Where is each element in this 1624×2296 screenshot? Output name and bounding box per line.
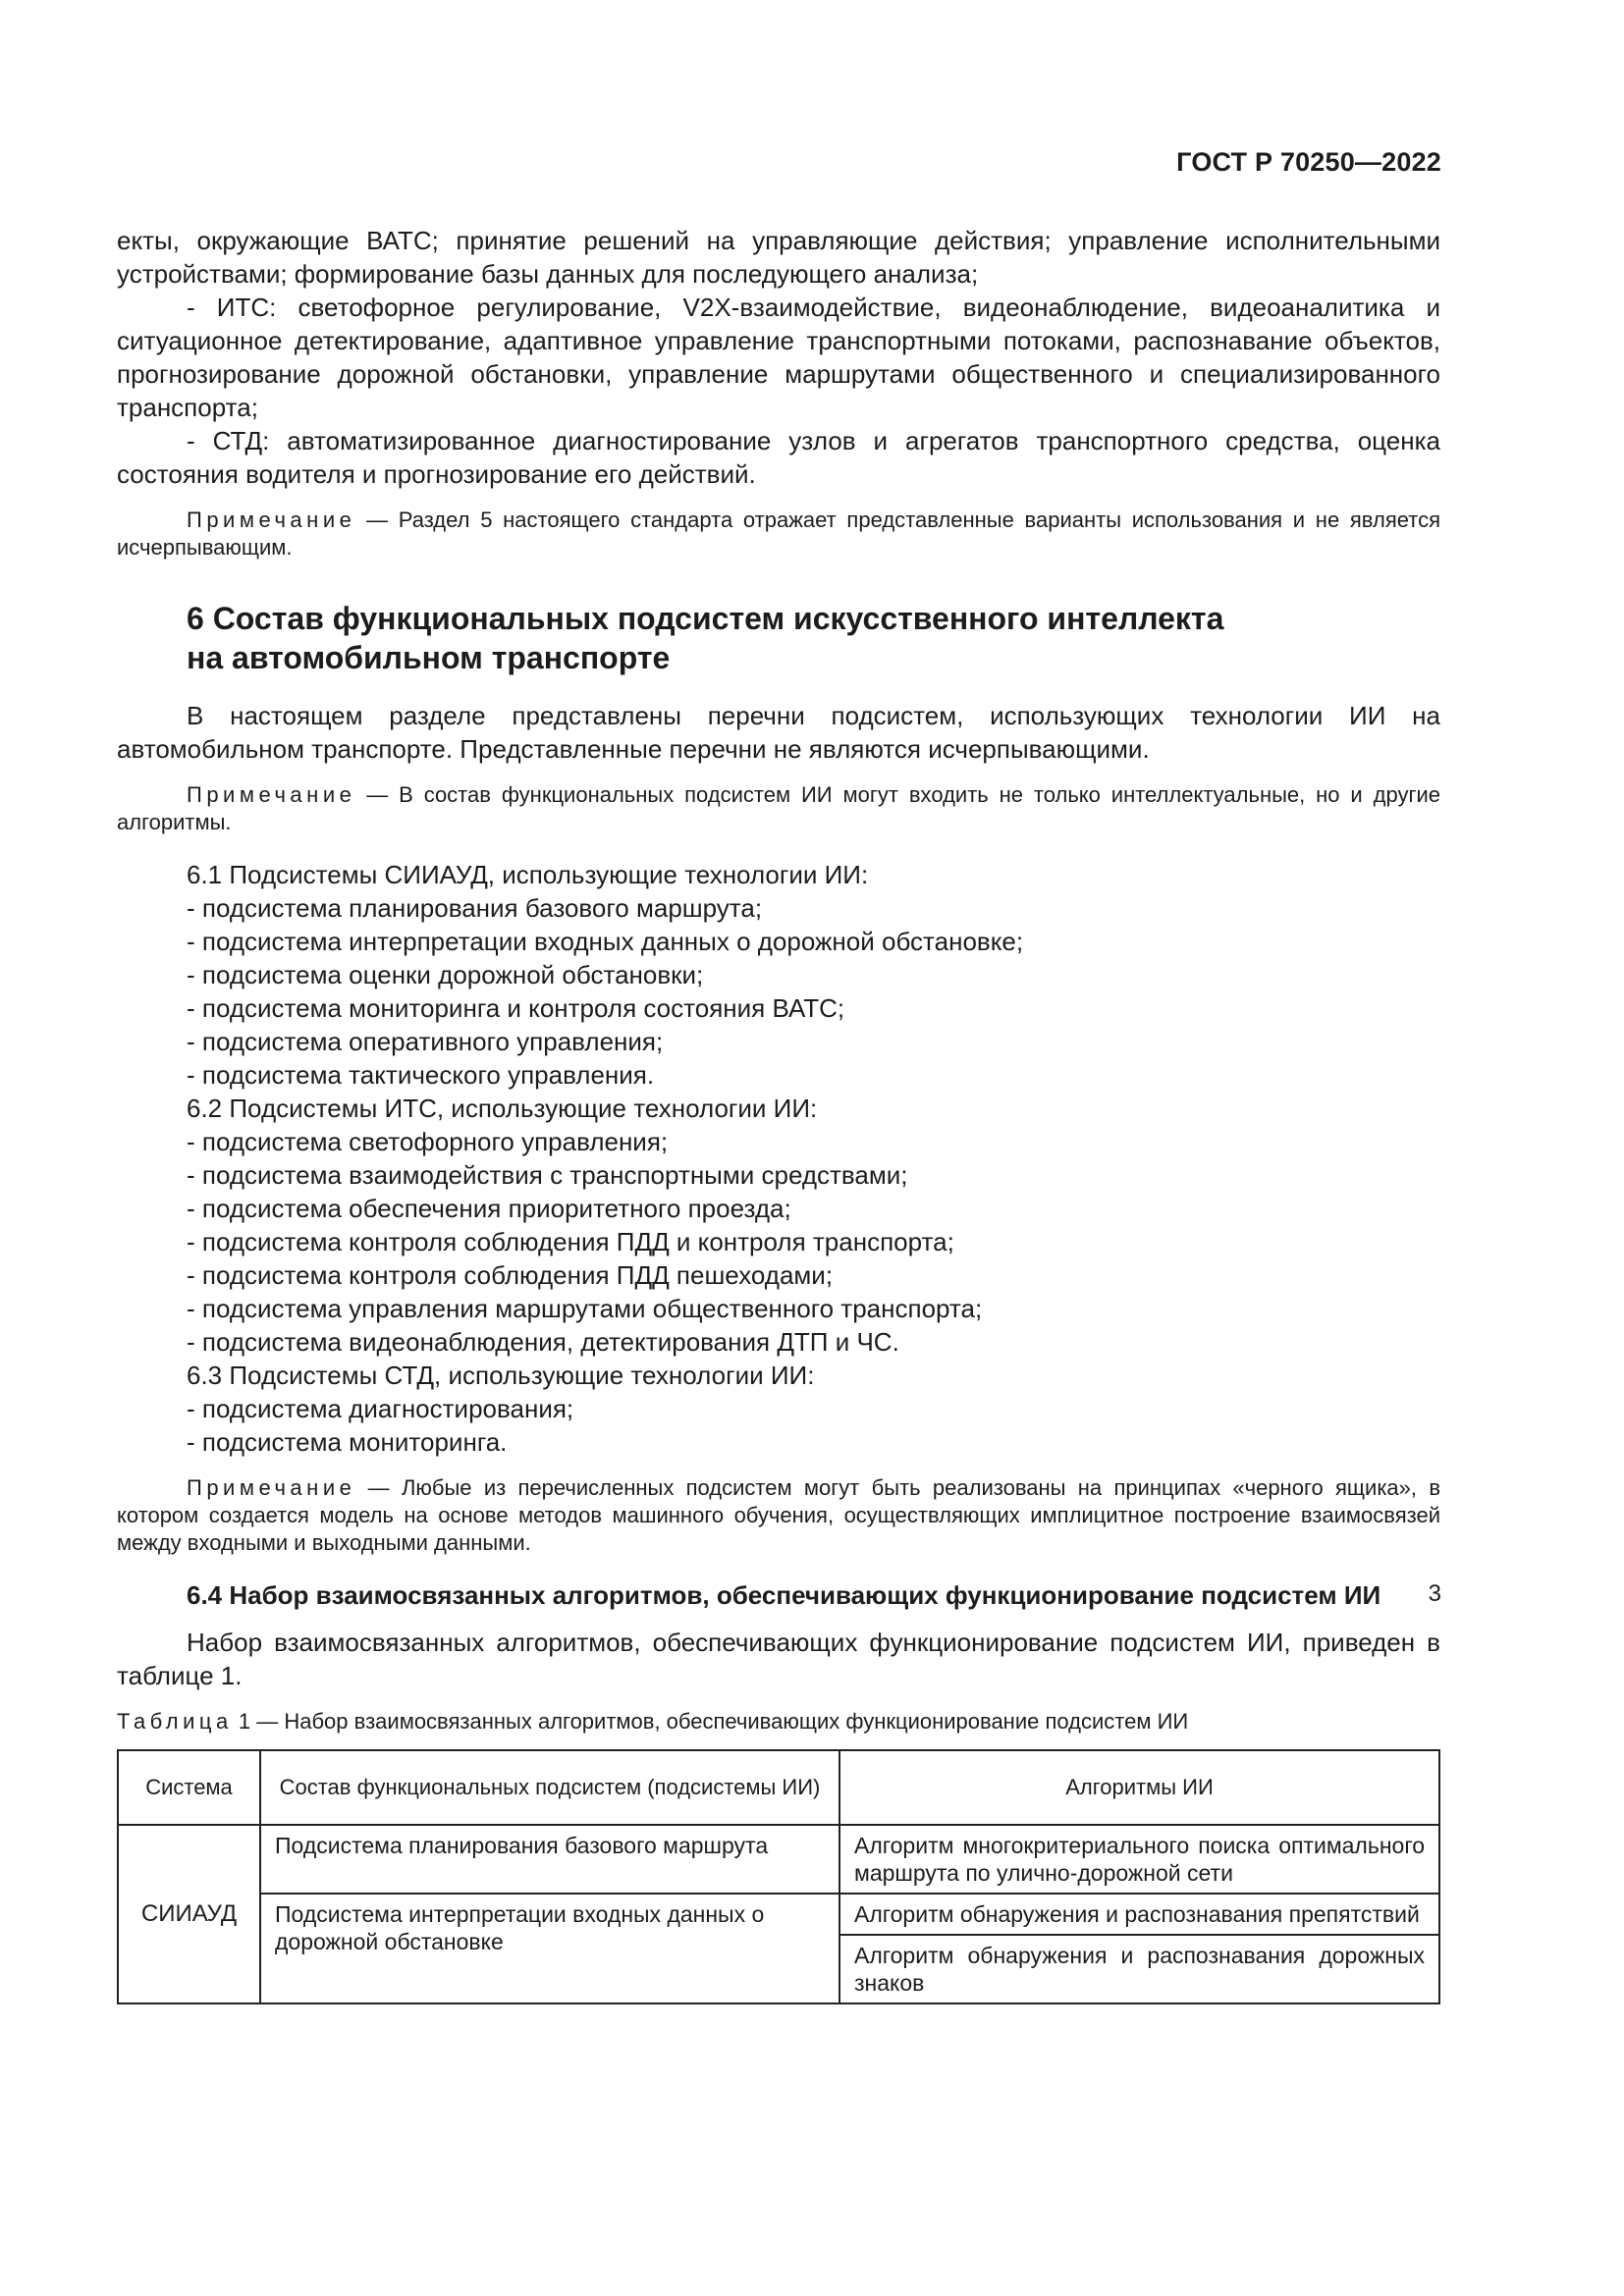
list-item: - подсистема взаимодействия с транспортными средствами; <box>187 1160 908 1190</box>
table-row <box>118 1894 1439 1935</box>
paragraph: В настоящем разделе представлены перечни подсистем, использующих технологии ИИ на автомобильном транспорте. Представленные перечни не являются исчерпывающими. <box>117 701 1440 764</box>
subsystem-cell: Подсистема интерпретации входных данных о дорожной обстановке <box>260 1894 839 2003</box>
list-item: - подсистема тактического управления. <box>187 1060 655 1090</box>
subsection-heading: 6.4 Набор взаимосвязанных алгоритмов, обеспечивающих функционирование подсистем ИИ <box>187 1580 1381 1610</box>
paragraph: - СТД: автоматизированное диагностирование узлов и агрегатов транспортного средства, оценка состояния водителя и прогнозирование его действий. <box>117 426 1440 489</box>
list-item: - подсистема контроля соблюдения ПДД и контроля транспорта; <box>187 1227 954 1256</box>
list-item: - подсистема оценки дорожной обстановки; <box>187 960 704 989</box>
subsystem-cell: Подсистема планирования базового маршрута <box>260 1825 839 1894</box>
list-item: - подсистема контроля соблюдения ПДД пешеходами; <box>187 1260 834 1290</box>
table-caption <box>117 1708 1440 1735</box>
algorithm-cell: Алгоритм обнаружения и распознавания дорожных знаков <box>839 1935 1439 2003</box>
algorithm-cell: Алгоритм обнаружения и распознавания препятствий <box>839 1894 1439 1935</box>
column-header: Алгоритмы ИИ <box>839 1750 1439 1825</box>
paragraph: Набор взаимосвязанных алгоритмов, обеспечивающих функционирование подсистем ИИ, приведен в таблице 1. <box>117 1628 1440 1690</box>
list-item: - подсистема планирования базового маршрута; <box>187 893 763 923</box>
list-item: - подсистема мониторинга и контроля состояния ВАТС; <box>187 993 845 1023</box>
note <box>117 781 1440 836</box>
paragraph: екты, окружающие ВАТС; принятие решений на управляющие действия; управление исполнительными устройствами; формирование базы данных для последующего анализа; <box>117 226 1440 289</box>
note-label: Примечание <box>187 1475 356 1500</box>
algorithm-cell: Алгоритм многокритериального поиска оптимального маршрута по улично-дорожной сети <box>839 1825 1439 1894</box>
paragraph: - ИТС: светофорное регулирование, V2X-взаимодействие, видеонаблюдение, видеоаналитика и ситуационное детектирование, адаптивное управление транспортными потоками, распознавание объектов, прогнозирование дорожной обстановки, управление маршрутами общественного и специализированного транспорта; <box>117 293 1440 422</box>
subsection-title: 6.2 Подсистемы ИТС, использующие технологии ИИ: <box>187 1094 818 1123</box>
algorithms-table <box>117 1749 1440 2004</box>
list-item: - подсистема светофорного управления; <box>187 1127 669 1156</box>
table-caption-label: Таблица <box>117 1709 233 1734</box>
table-row <box>118 1825 1439 1894</box>
list-item: - подсистема управления маршрутами общественного транспорта; <box>187 1294 983 1323</box>
list-item: - подсистема обеспечения приоритетного проезда; <box>187 1194 791 1223</box>
list-item: - подсистема видеонаблюдения, детектирования ДТП и ЧС. <box>187 1327 899 1357</box>
subsection-title: 6.3 Подсистемы СТД, использующие технологии ИИ: <box>187 1361 815 1390</box>
page-content <box>117 224 1440 2004</box>
note-text: — Любые из перечисленных подсистем могут быть реализованы на принципах «черного ящика», в котором создается модель на основе методов машинного обучения, осуществляющих имплицитное построение взаимосвязей между входными и выходными данными. <box>117 1475 1440 1555</box>
column-header: Состав функциональных подсистем (подсистемы ИИ) <box>260 1750 839 1825</box>
subsection-title: 6.1 Подсистемы СИИАУД, использующие технологии ИИ: <box>187 860 869 889</box>
table-header-row <box>118 1750 1439 1825</box>
system-cell: СИИАУД <box>118 1825 260 2003</box>
list-item: - подсистема интерпретации входных данных о дорожной обстановке; <box>187 927 1024 956</box>
table-caption-text: 1 — Набор взаимосвязанных алгоритмов, обеспечивающих функционирование подсистем ИИ <box>232 1709 1189 1734</box>
section-title: 6 Состав функциональных подсистем искусственного интеллекта <box>187 601 1224 636</box>
note-text: — Раздел 5 настоящего стандарта отражает представленные варианты использования и не является исчерпывающим. <box>117 507 1440 560</box>
list-item: - подсистема диагностирования; <box>187 1394 574 1423</box>
page-number: 3 <box>1428 1580 1441 1607</box>
note <box>117 1474 1440 1557</box>
section-title: на автомобильном транспорте <box>187 640 671 675</box>
note-text: — В состав функциональных подсистем ИИ могут входить не только интеллектуальные, но и другие алгоритмы. <box>117 782 1440 834</box>
document-header: ГОСТ Р 70250—2022 <box>1176 147 1441 177</box>
note-label: Примечание <box>187 782 356 807</box>
note <box>117 507 1440 561</box>
list-item: - подсистема оперативного управления; <box>187 1027 664 1056</box>
column-header: Система <box>118 1750 260 1825</box>
list-item: - подсистема мониторинга. <box>187 1427 508 1457</box>
note-label: Примечание <box>187 507 356 532</box>
